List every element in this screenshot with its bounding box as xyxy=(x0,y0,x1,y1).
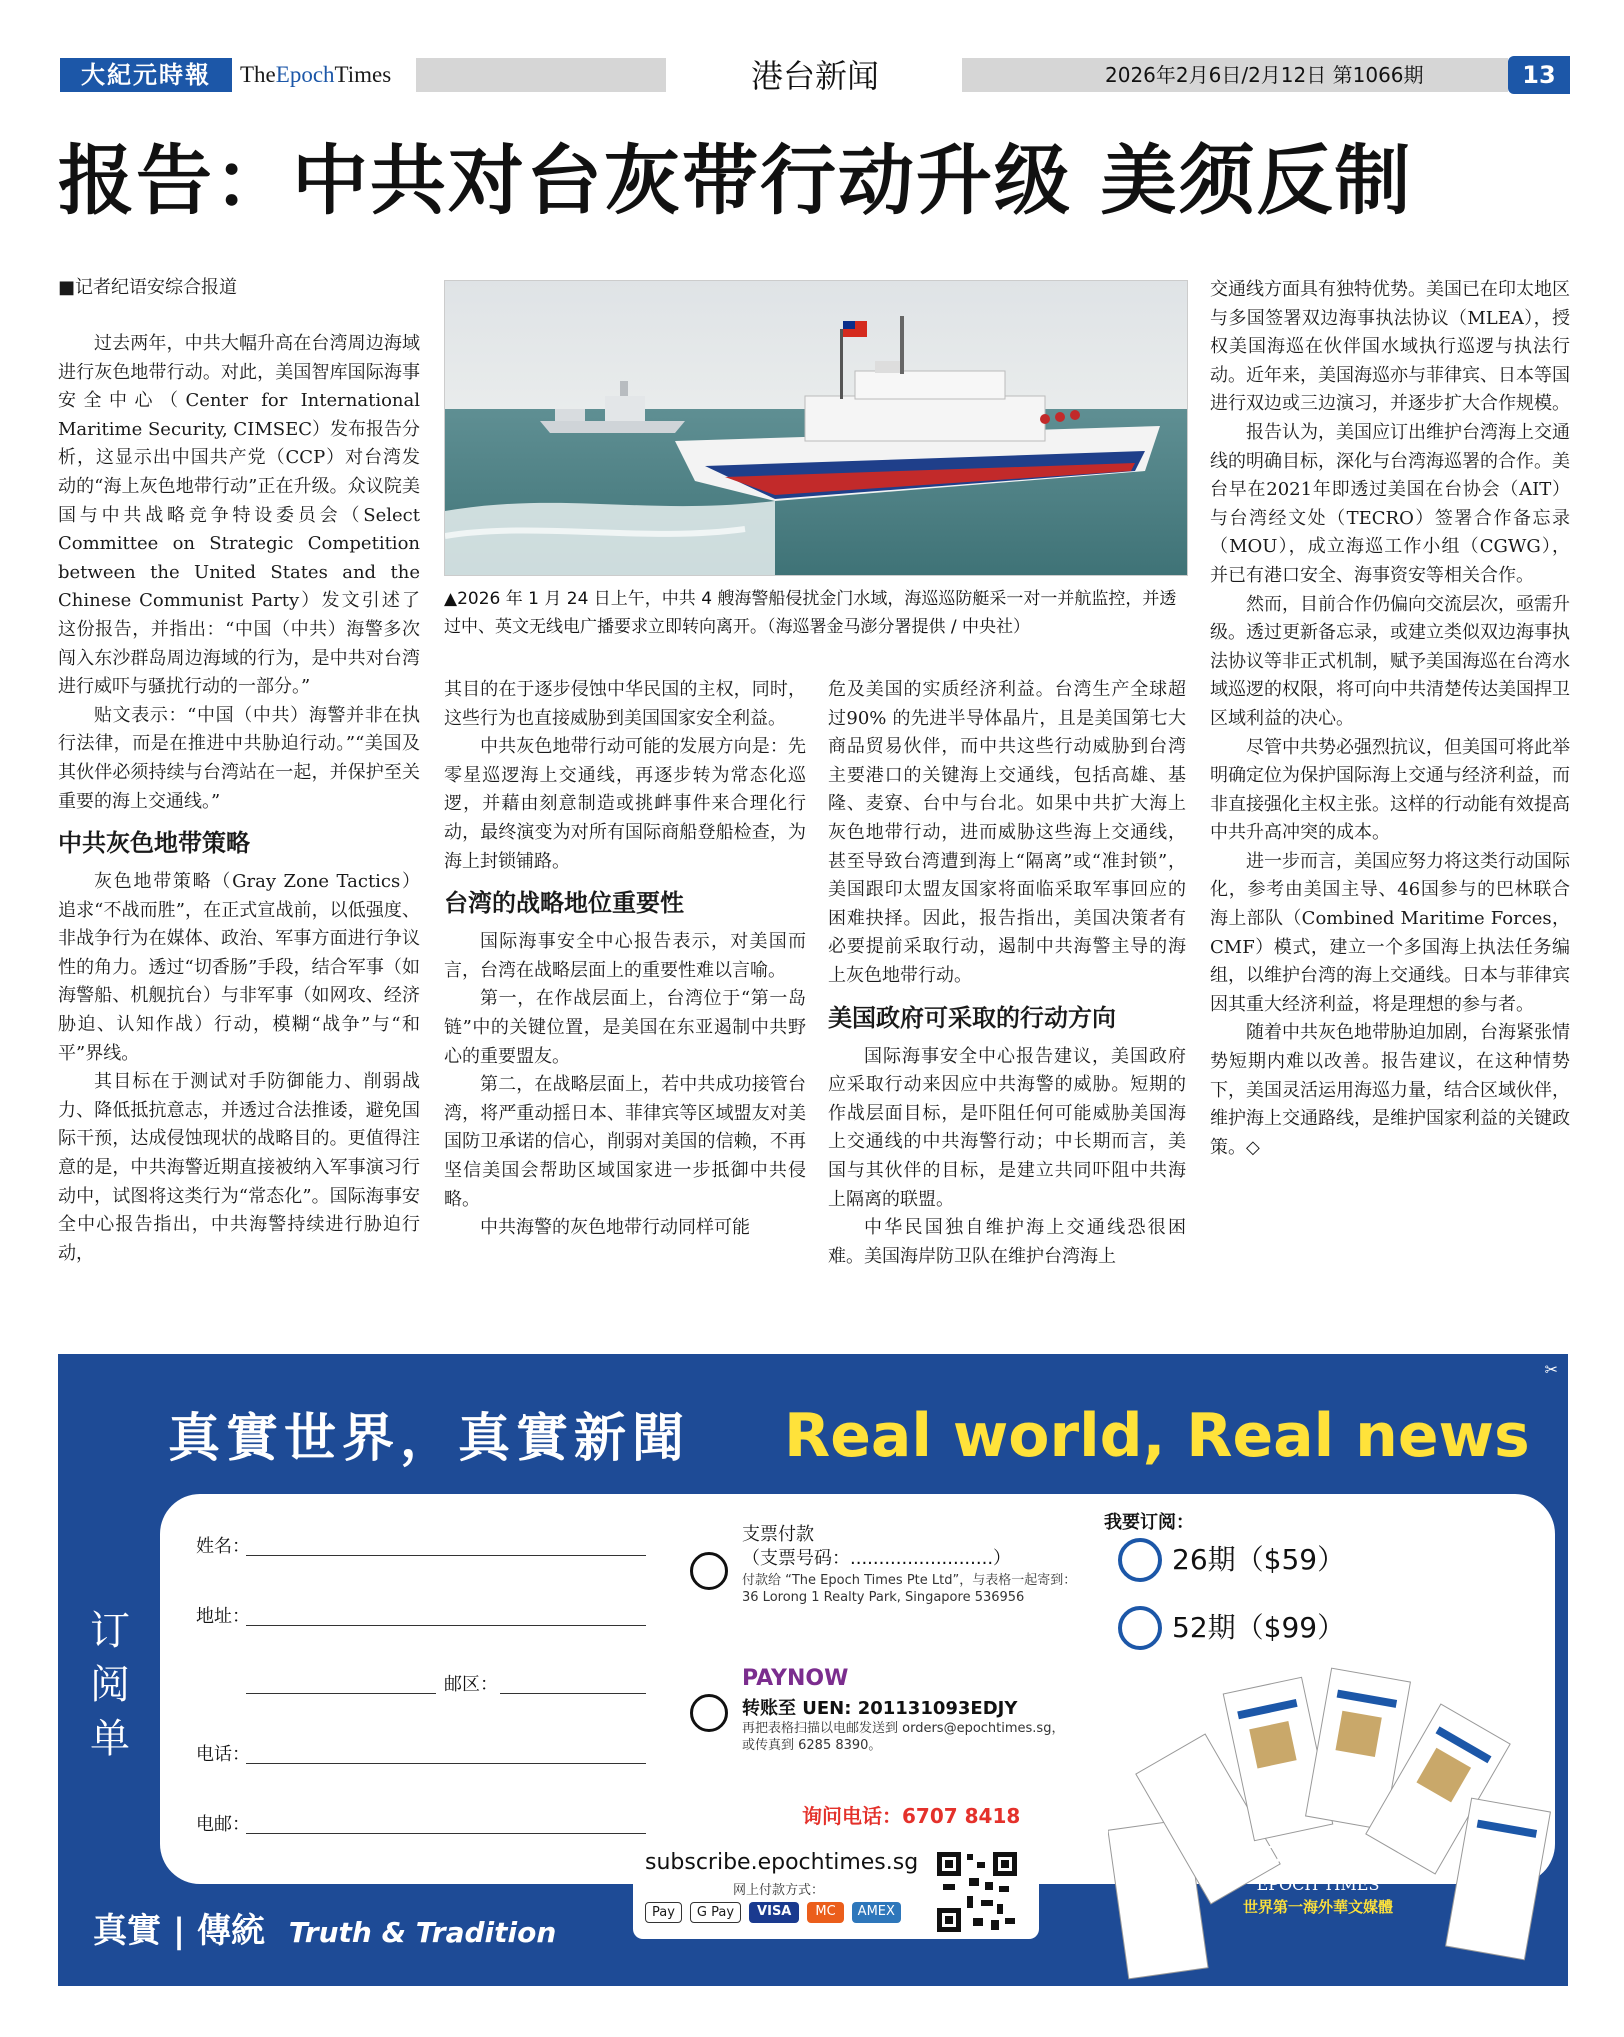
subheading: 台湾的战略地位重要性 xyxy=(444,889,684,918)
ad-footer xyxy=(93,1909,556,1955)
cheque-number: （支票号码：.........................） xyxy=(742,1548,1012,1569)
subscribe-box xyxy=(633,1844,1039,1939)
paragraph: 中共灰色地带行动可能的发展方向是：先零星巡逻海上交通线，再逐步转为常态化巡逻，并藉由刻意制造或挑衅事件来合理化行动，最终演变为对所有国际商船登船检查，为海上封锁铺路。 xyxy=(444,736,806,872)
page-number: 13 xyxy=(1508,56,1570,94)
paragraph: 第二，在战略层面上，若中共成功接管台湾，将严重动摇日本、菲律宾等区域盟友对美国防卫承诺的信心，削弱对美国的信赖，不再坚信美国会帮助区域国家进一步抵御中共侵略。 xyxy=(444,1074,806,1210)
footer-cn: 真實 | 傳統 xyxy=(93,1911,266,1951)
article-column-4 xyxy=(1210,276,1570,1162)
paragraph: 危及美国的实质经济利益。台湾生产全球超过90% 的先进半导体晶片，且是美国第七大商品贸易伙伴，而中共这些行动威胁到台湾主要港口的关键海上交通线，包括高雄、基隆、麦寮、台中与台北。如果中共扩大海上灰色地带行动，进而威胁这些海上交通线，甚至导致台湾遭到海上“隔离”或“准封锁”，美国跟印太盟友国家将面临采取军事回应的困难抉择。因此，报告指出，美国决策者有必要提前采取行动，遏制中共海警主导的海上灰色地带行动。 xyxy=(828,679,1186,986)
hotline: 询问电话：6707 8418 xyxy=(802,1804,1021,1828)
paynow-note-2: 或传真到 6285 8390。 xyxy=(742,1738,882,1753)
byline: ■记者纪语安综合报道 xyxy=(58,277,238,298)
paynow-radio[interactable] xyxy=(690,1694,728,1732)
epoch-times-en-logo xyxy=(240,60,391,90)
paragraph: 其目的在于逐步侵蚀中华民国的主权，同时，这些行为也直接威胁到美国国家安全利益。 xyxy=(444,679,806,729)
article-column-1 xyxy=(58,330,420,1268)
ad-title-en: Real world, Real news xyxy=(784,1401,1530,1471)
postcode-field[interactable] xyxy=(500,1692,646,1694)
epoch-times-cn-logo: 大紀元時報 xyxy=(60,58,232,92)
paragraph: 进一步而言，美国应努力将这类行动国际化，参考由美国主导、46国参与的巴林联合海上部队（Combined Maritime Forces，CMF）模式，建立一个多国海上执法任务编组，以维护台湾的海上交通线。日本与菲律宾因其重大经济利益，将是理想的参与者。 xyxy=(1210,850,1570,1015)
cheque-note-1: 付款给 “The Epoch Times Pte Ltd”，与表格一起寄到： xyxy=(742,1573,1077,1588)
ad-vertical-label: 订阅单 xyxy=(90,1608,130,1762)
paynow-logo: PAYNOW xyxy=(742,1666,849,1691)
paragraph: 国际海事安全中心报告表示，对美国而言，台湾在战略层面上的重要性难以言喻。 xyxy=(444,931,806,981)
subscribe-website[interactable]: subscribe.epochtimes.sg xyxy=(645,1850,919,1875)
option-52-radio[interactable] xyxy=(1118,1606,1162,1650)
article-column-2 xyxy=(444,676,806,1243)
name-label: 姓名： xyxy=(196,1536,250,1557)
amex-icon: AMEX xyxy=(852,1902,901,1923)
address-label: 地址： xyxy=(196,1606,250,1627)
paragraph: 第一，在作战层面上，台湾位于“第一岛链”中的关键位置，是美国在东亚遏制中共野心的重要盟友。 xyxy=(444,988,806,1067)
paragraph: 灰色地带策略（Gray Zone Tactics）追求“不战而胜”，在正式宣战前，以低强度、非战争行为在媒体、政治、军事方面进行争议性的角力。透过“切香肠”手段，结合军事（如海警船、机舰抗台）与非军事（如网攻、经济胁迫、认知作战）行动，模糊“战争”与“和平”界线。 xyxy=(58,871,420,1064)
logo-the: The xyxy=(240,62,276,87)
email-field[interactable] xyxy=(246,1832,646,1834)
paragraph: 尽管中共势必强烈抗议，但美国可将此举明确定位为保护国际海上交通与经济利益，而非直接强化主权主张。这样的行动能有效提高中共升高冲突的成本。 xyxy=(1210,736,1570,844)
subheading: 中共灰色地带策略 xyxy=(58,829,250,858)
mastercard-icon: MC xyxy=(807,1902,843,1923)
subheading: 美国政府可采取的行动方向 xyxy=(828,1003,1116,1032)
headline: 报告：中共对台灰带行动升级 美须反制 xyxy=(58,136,1413,225)
postcode-label: 邮区： xyxy=(444,1674,498,1695)
footer-en: Truth & Tradition xyxy=(288,1916,557,1949)
phone-label: 电话： xyxy=(196,1744,250,1765)
paynow-note-1: 再把表格扫描以电邮发送到 orders@epochtimes.sg， xyxy=(742,1721,1065,1736)
apple-pay-icon: Pay xyxy=(645,1902,682,1923)
paragraph: 其目标在于测试对手防御能力、削弱战力、降低抵抗意志，并透过合法推诿，避免国际干预，达成侵蚀现状的战略目的。更值得注意的是，中共海警近期直接被纳入军事演习行动中，试图将这类行为“常态化”。国际海事安全中心报告指出，中共海警持续进行胁迫行动， xyxy=(58,1071,420,1264)
paragraph: 贴文表示：“中国（中共）海警并非在执行法律，而是在推进中共胁迫行动。”“美国及其伙伴必须持续与台湾站在一起，并保护至关重要的海上交通线。” xyxy=(58,704,420,812)
paragraph: 报告认为，美国应订出维护台湾海上交通线的明确目标，深化与台湾海巡署的合作。美台早在2021年即透过美国在台协会（AIT）与台湾经文处（TECRO）签署合作备忘录（MOU），成立海巡工作小组（CGWG），并已有港口安全、海事资安等相关合作。 xyxy=(1210,421,1570,586)
address-field-2[interactable] xyxy=(246,1692,436,1694)
photo-caption: ▲2026 年 1 月 24 日上午，中共 4 艘海警船侵扰金门水域，海巡巡防艇采一对一并航监控，并透过中、英文无线电广播要求立即转向离开。（海巡署金马澎分署提供 / 中央社） xyxy=(444,589,1177,637)
newspaper-stack-illustration xyxy=(1108,1654,1568,1984)
date-issue: 2026年2月6日/2月12日 第1066期 xyxy=(1105,63,1424,87)
name-field[interactable] xyxy=(246,1554,646,1556)
brand-slogan: 世界第一海外華文媒體 xyxy=(1242,1898,1393,1916)
option-26-radio[interactable] xyxy=(1118,1538,1162,1582)
phone-field[interactable] xyxy=(246,1762,646,1764)
article-column-3 xyxy=(828,676,1186,1271)
ad-title-cn: 真實世界，真實新聞 xyxy=(168,1408,691,1469)
scissors-icon: ✂ xyxy=(1544,1360,1558,1379)
paragraph: 国际海事安全中心报告建议，美国政府应采取行动来因应中共海警的威胁。短期的作战层面目标，是吓阻任何可能威胁美国海上交通线的中共海警行动；中长期而言，美国与其伙伴的目标，是建立共同吓阻中共海上隔离的联盟。 xyxy=(828,1045,1186,1210)
logo-times: Times xyxy=(334,62,392,87)
online-pay-label: 网上付款方式： xyxy=(733,1883,825,1898)
google-pay-icon: G Pay xyxy=(690,1902,741,1923)
paragraph: 交通线方面具有独特优势。美国已在印太地区与多国签署双边海事执法协议（MLEA），授权美国海巡在伙伴国水域执行巡逻与执法行动。近年来，美国海巡亦与菲律宾、日本等国进行双边或三边演习，并逐步扩大合作规模。 xyxy=(1210,279,1570,415)
qr-code-icon[interactable] xyxy=(933,1848,1021,1936)
cheque-note-2: 36 Lorong 1 Realty Park, Singapore 536956 xyxy=(742,1590,1025,1605)
epoch-times-brand xyxy=(1218,1834,1418,1918)
cheque-radio[interactable] xyxy=(690,1552,728,1590)
address-field[interactable] xyxy=(246,1624,646,1626)
email-label: 电邮： xyxy=(196,1814,250,1835)
logo-epoch: Epoch xyxy=(275,62,335,87)
option-26-label: 26期（$59） xyxy=(1172,1543,1346,1576)
subscription-ad xyxy=(58,1354,1568,1986)
pay-method-list xyxy=(645,1902,901,1923)
photo-illustration xyxy=(445,281,1187,575)
paragraph: 过去两年，中共大幅升高在台湾周边海域进行灰色地带行动。对此，美国智库国际海事安全中心（Center for International Maritime Security, CIMSEC）发布报告分析，这显示出中国共产党（CCP）对台湾发动的“海上灰色地带行动”正在升级。众议院美国与中共战略竞争特设委员会（Select Committee on Strategic Competition between the United States and the Chinese Communist Party）发文引述了这份报告，并指出：“中国（中共）海警多次闯入东沙群岛周边海域的行为，是中共对台湾进行威吓与骚扰行动的一部分。” xyxy=(58,333,420,698)
cheque-title: 支票付款 xyxy=(742,1524,814,1545)
brand-en: EPOCH TIMES xyxy=(1256,1875,1380,1894)
masthead-bar-left xyxy=(416,58,666,92)
option-52-label: 52期（$99） xyxy=(1172,1611,1346,1644)
visa-icon: VISA xyxy=(749,1902,799,1923)
paragraph: 中共海警的灰色地带行动同样可能 xyxy=(480,1217,750,1239)
paragraph: 随着中共灰色地带胁迫加剧，台海紧张情势短期内难以改善。报告建议，在这种情势下，美国灵活运用海巡力量，结合区域伙伴，维护海上交通路线，是维护国家利益的关键政策。◇ xyxy=(1210,1022,1570,1158)
brand-cn: 大紀元 xyxy=(1267,1834,1369,1874)
paynow-uen: 转账至 UEN: 201131093EDJY xyxy=(742,1698,1018,1719)
coast-guard-photo xyxy=(444,280,1188,576)
paragraph: 然而，目前合作仍偏向交流层次，亟需升级。透过更新备忘录，或建立类似双边海事执法协议等非正式机制，赋予美国海巡在台湾水域巡逻的权限，将可向中共清楚传达美国捍卫区域利益的决心。 xyxy=(1210,593,1570,729)
paragraph: 中华民国独自维护海上交通线恐很困难。美国海岸防卫队在维护台湾海上 xyxy=(828,1217,1186,1267)
section-title: 港台新闻 xyxy=(750,57,879,95)
subscribe-label: 我要订阅： xyxy=(1104,1512,1194,1533)
